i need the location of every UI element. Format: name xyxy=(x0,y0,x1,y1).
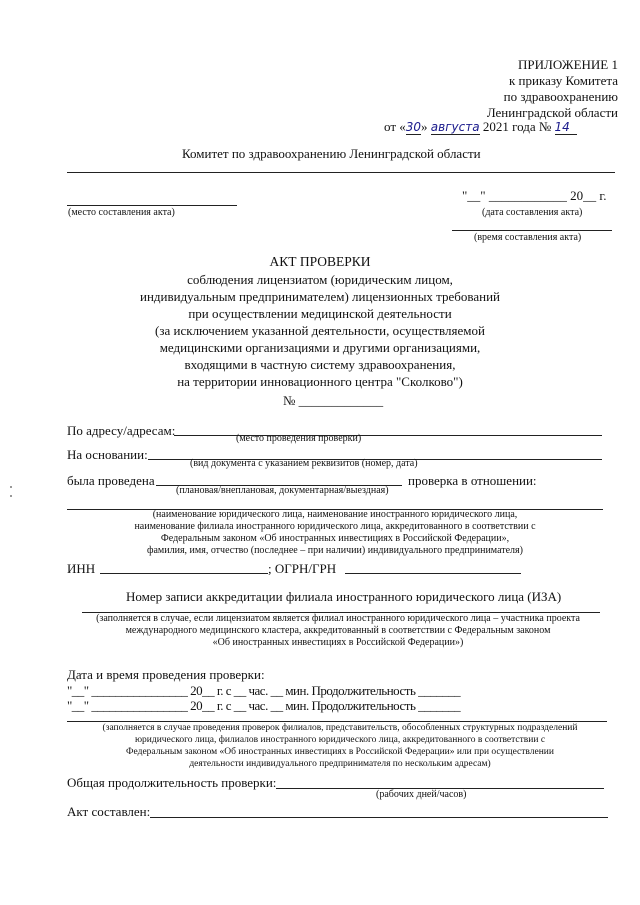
branches-hint-1: (заполняется в случае проведения проверок филиалов, представительств, обособленных структурных подразделений xyxy=(102,723,578,733)
iza-label: Номер записи аккредитации филиала иностранного юридического лица (ИЗА) xyxy=(126,589,562,604)
date-year: 2021 года № xyxy=(482,119,552,134)
date-mid: » xyxy=(421,119,428,134)
iza-hint-1: (заполняется в случае, если лицензиатом является филиал иностранного юридического лица – участника проекта xyxy=(96,613,580,624)
title-line-3: при осуществлении медицинской деятельности xyxy=(188,306,452,321)
order-number-handwritten: 14 xyxy=(555,120,577,135)
iza-hint-2: международного медицинского кластера, аккредитованный в соответствии с Федеральным законом xyxy=(125,625,551,636)
check-type-hint: (плановая/внеплановая, документарная/выездная) xyxy=(176,485,389,496)
compiled-label: Акт составлен: xyxy=(67,804,151,819)
appendix-date-line xyxy=(384,119,577,135)
inn-label: ИНН xyxy=(67,561,96,576)
total-duration-label: Общая продолжительность проверки: xyxy=(67,775,277,790)
iza-hint-3: «Об иностранных инвестициях в Российской Федерации») xyxy=(212,637,464,648)
conducted-tail: проверка в отношении: xyxy=(408,473,537,488)
committee-name: Комитет по здравоохранению Ленинградской области xyxy=(182,146,481,161)
datetime-label: Дата и время проведения проверки: xyxy=(67,667,265,682)
ogrn-label: ; ОГРН/ГРН xyxy=(268,561,337,576)
conducted-label: была проведена xyxy=(67,473,155,488)
entity-hint-1: (наименование юридического лица, наименование иностранного юридического лица, xyxy=(152,509,518,520)
date-month-handwritten: августа xyxy=(430,120,480,134)
title-line-7: на территории инновационного центра "Сколково") xyxy=(177,374,463,389)
title-line-2: индивидуальным предпринимателем) лицензионных требований xyxy=(139,289,501,304)
date-prefix: от « xyxy=(384,119,406,134)
title-line-4: (за исключением указанной деятельности, осуществляемой xyxy=(155,323,485,338)
date-day-handwritten: 30 xyxy=(405,120,422,134)
committee-underline xyxy=(67,172,615,173)
total-duration-hint: (рабочих дней/часов) xyxy=(376,789,467,800)
basis-label: На основании: xyxy=(67,447,148,462)
inn-line xyxy=(100,573,268,574)
act-number: № _____________ xyxy=(283,393,384,408)
compiled-line xyxy=(150,817,608,818)
act-heading: АКТ ПРОВЕРКИ xyxy=(269,254,371,269)
appendix-line-1: к приказу Комитета xyxy=(508,73,618,88)
act-date-hint: (дата составления акта) xyxy=(482,207,583,218)
appendix-line-3: Ленинградской области xyxy=(486,105,618,120)
scan-speck xyxy=(10,486,12,488)
branches-hint-3: Федеральным законом «Об иностранных инвестициях в Российской Федерации» или при осуществлении xyxy=(126,747,554,757)
appendix-line-2: по здравоохранению xyxy=(503,89,618,104)
datetime-row-1: "__" ________________ 20__ г. с __ час. __ мин. Продолжительность _______ xyxy=(67,683,461,698)
title-line-1: соблюдения лицензиатом (юридическим лицом, xyxy=(187,272,453,287)
scan-speck xyxy=(10,495,12,497)
place-line xyxy=(67,205,237,206)
address-label: По адресу/адресам: xyxy=(67,423,176,438)
datetime-row-2: "__" ________________ 20__ г. с __ час. __ мин. Продолжительность _______ xyxy=(67,698,461,713)
entity-hint-4: фамилия, имя, отчество (последнее – при наличии) индивидуального предпринимателя) xyxy=(147,545,523,556)
appendix-title: ПРИЛОЖЕНИЕ 1 xyxy=(518,57,618,72)
basis-hint: (вид документа с указанием реквизитов (номер, дата) xyxy=(190,458,418,469)
branches-line xyxy=(67,721,607,722)
title-line-6: входящими в частную систему здравоохранения, xyxy=(184,357,456,372)
branches-hint-2: юридического лица, филиалов иностранного юридического лица, аккредитованного в соответствии с xyxy=(134,735,546,745)
entity-hint-2: наименование филиала иностранного юридического лица, аккредитованного в соответствии с xyxy=(134,521,536,532)
branches-hint-4: деятельности индивидуального предпринимателя по нескольким адресам) xyxy=(189,759,491,769)
entity-hint-3: Федеральным законом «Об иностранных инвестициях в Российской Федерации», xyxy=(160,533,510,544)
title-line-5: медицинскими организациями и другими организациями, xyxy=(159,340,481,355)
act-time-line xyxy=(452,230,612,231)
act-time-hint: (время составления акта) xyxy=(474,232,582,243)
address-hint: (место проведения проверки) xyxy=(236,433,362,444)
place-hint: (место составления акта) xyxy=(68,207,175,218)
ogrn-line xyxy=(345,573,521,574)
act-date-field: "__" ____________ 20__ г. xyxy=(462,188,607,203)
